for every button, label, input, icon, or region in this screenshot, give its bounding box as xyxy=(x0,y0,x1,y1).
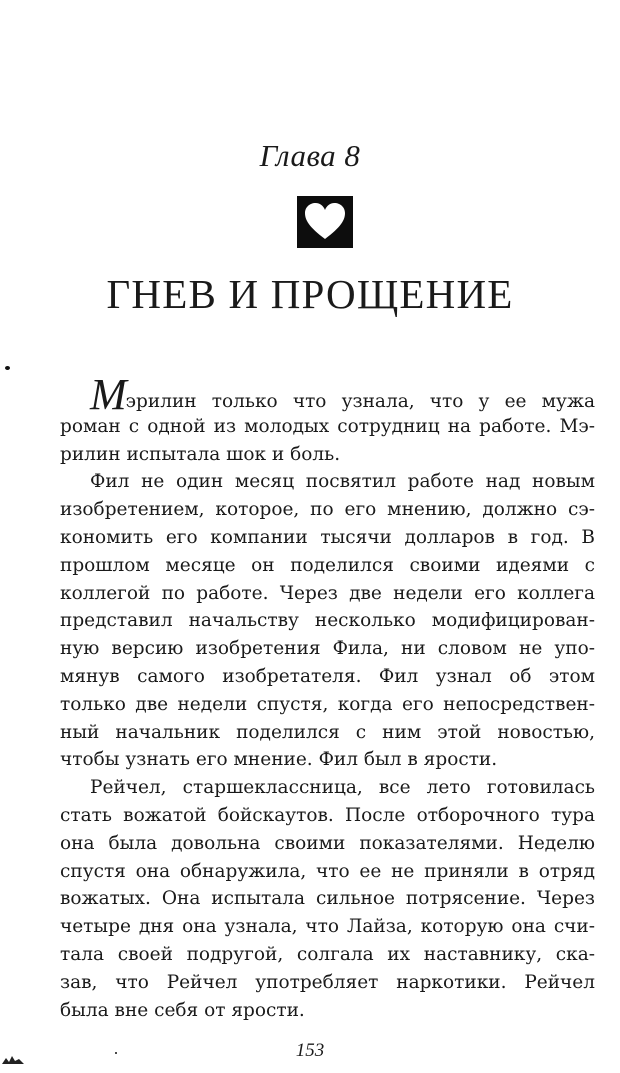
text-line: изобретением, которое, по его мнению, должно сэ- xyxy=(60,499,595,521)
paragraph-2 xyxy=(60,468,595,774)
paragraph-3 xyxy=(60,774,595,1024)
heart-icon xyxy=(297,196,353,248)
text-line: четыре дня она узнала, что Лайза, которую она счи- xyxy=(60,916,595,938)
text-line: прошлом месяце он поделился своими идеями с xyxy=(60,554,595,576)
text-line: коллегой по работе. Через две недели его коллега xyxy=(60,582,595,604)
text-line: представил начальству несколько модифицирован- xyxy=(60,610,595,632)
scan-speck xyxy=(5,366,10,370)
text-line: Фил не один месяц посвятил работе над новым xyxy=(90,471,595,493)
text-line: роман с одной из молодых сотрудниц на работе. Мэ- xyxy=(60,415,595,437)
text-line: спустя она обнаружила, что ее не приняли в отряд xyxy=(60,860,595,882)
text-line: кономить его компании тысячи долларов в год. В xyxy=(60,526,595,548)
chapter-label: Глава 8 xyxy=(259,138,361,173)
heart-ornament-svg xyxy=(297,196,353,248)
text-line: стать вожатой бойскаутов. После отборочного тура xyxy=(60,804,595,826)
text-line: чтобы узнать его мнение. Фил был в ярости. xyxy=(60,749,498,771)
text-line: была вне себя от ярости. xyxy=(60,999,305,1021)
text-line: вожатых. Она испытала сильное потрясение. Через xyxy=(60,888,595,910)
text-line xyxy=(90,370,595,419)
text-line: только две недели спустя, когда его непосредствен- xyxy=(60,693,595,715)
scan-artifact xyxy=(0,1052,28,1066)
text-line: рилин испытала шок и боль. xyxy=(60,443,341,465)
text-line: мянув самого изобретателя. Фил узнал об этом xyxy=(60,665,595,687)
text-line: она была довольна своими показателями. Неделю xyxy=(60,832,595,854)
text-line: ную версию изобретения Фила, ни словом не упо- xyxy=(60,638,595,660)
text-line: Рейчел, старшеклассница, все лето готовилась xyxy=(90,777,595,799)
text-line: ный начальник поделился с ним этой новостью, xyxy=(60,721,595,743)
body-text xyxy=(60,370,595,1024)
text-line: зав, что Рейчел употребляет наркотики. Рейчел xyxy=(60,971,595,993)
drop-cap: М xyxy=(90,370,125,419)
text-line: тала своей подругой, солгала их наставнику, ска- xyxy=(60,943,595,965)
chapter-title: ГНЕВ И ПРОЩЕНИЕ xyxy=(106,271,514,317)
page-number: 153 xyxy=(295,1040,325,1061)
text-line-content: эрилин только что узнала, что у ее мужа xyxy=(125,391,595,412)
paragraph-1 xyxy=(60,370,595,468)
